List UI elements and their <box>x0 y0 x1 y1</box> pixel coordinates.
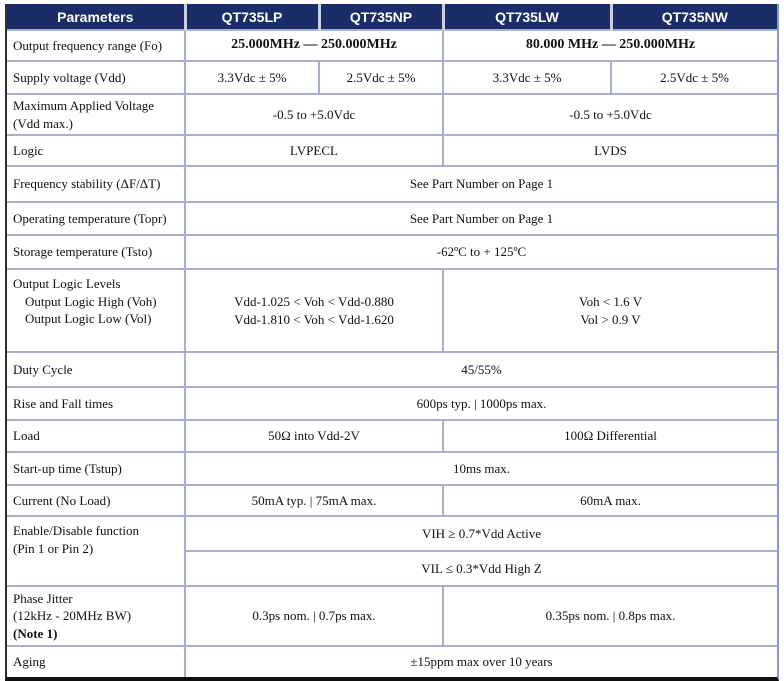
value-cell: LVPECL <box>185 135 443 166</box>
param-label: Output frequency range (Fo) <box>7 30 185 61</box>
value-line: Vol > 0.9 V <box>580 311 641 327</box>
param-label: Operating temperature (Topr) <box>7 202 185 235</box>
param-label <box>7 516 185 586</box>
param-label: Current (No Load) <box>7 485 185 516</box>
value-cell <box>443 269 777 352</box>
value-cell: -62ºC to + 125ºC <box>185 235 777 269</box>
param-label: Logic <box>7 135 185 166</box>
row-aging <box>7 646 777 677</box>
row-duty-cycle <box>7 352 777 387</box>
param-label-line: (Vdd max.) <box>13 115 73 131</box>
param-label: Duty Cycle <box>7 352 185 387</box>
value-cell: 600ps typ. | 1000ps max. <box>185 387 777 420</box>
value-cell: See Part Number on Page 1 <box>185 166 777 202</box>
row-phase-jitter <box>7 586 777 646</box>
param-label: Rise and Fall times <box>7 387 185 420</box>
row-output-frequency <box>7 30 777 61</box>
value-cell: See Part Number on Page 1 <box>185 202 777 235</box>
param-label: Storage temperature (Tsto) <box>7 235 185 269</box>
param-label-line: (Note 1) <box>13 625 58 641</box>
value-cell: ±15ppm max over 10 years <box>185 646 777 677</box>
header-row <box>7 4 777 30</box>
param-label-line: Maximum Applied Voltage <box>13 98 155 113</box>
value-cell: 3.3Vdc ± 5% <box>185 61 319 94</box>
row-current-no-load <box>7 485 777 516</box>
header-cell-qt735nw: QT735NW <box>611 4 777 30</box>
value-cell: 0.3ps nom. | 0.7ps max. <box>185 586 443 646</box>
value-cell: -0.5 to +5.0Vdc <box>185 94 443 135</box>
param-label-line: Phase Jitter <box>13 590 73 606</box>
row-max-applied-voltage <box>7 94 777 135</box>
row-rise-fall-times <box>7 387 777 420</box>
param-label-line: (Pin 1 or Pin 2) <box>13 540 94 556</box>
value-cell: 60mA max. <box>443 485 777 516</box>
specifications-table <box>5 4 779 681</box>
param-label-line: (12kHz - 20MHz BW) <box>13 608 132 624</box>
row-operating-temperature <box>7 202 777 235</box>
param-label <box>7 269 185 352</box>
value-cell: LVDS <box>443 135 777 166</box>
value-cell: -0.5 to +5.0Vdc <box>443 94 777 135</box>
value-cell: 10ms max. <box>185 452 777 485</box>
param-label: Start-up time (Tstup) <box>7 452 185 485</box>
value-cell: 3.3Vdc ± 5% <box>443 61 611 94</box>
param-label <box>7 586 185 646</box>
param-label-line: Output Logic Low (Vol) <box>25 311 152 327</box>
param-label <box>7 94 185 135</box>
header-cell-qt735np: QT735NP <box>319 4 443 30</box>
header-cell-qt735lp: QT735LP <box>185 4 319 30</box>
param-label: Supply voltage (Vdd) <box>7 61 185 94</box>
param-label-line: Output Logic High (Voh) <box>25 293 157 309</box>
param-label: Load <box>7 420 185 452</box>
row-startup-time <box>7 452 777 485</box>
header-cell-qt735lw: QT735LW <box>443 4 611 30</box>
param-label: Frequency stability (ΔF/ΔT) <box>7 166 185 202</box>
value-cell: VIL ≤ 0.3*Vdd High Z <box>185 551 777 586</box>
value-line: Vdd-1.810 < Voh < Vdd-1.620 <box>234 311 394 327</box>
value-cell: 2.5Vdc ± 5% <box>611 61 777 94</box>
spec-table <box>7 4 777 677</box>
header-cell-parameters: Parameters <box>7 4 185 30</box>
param-label-line: Enable/Disable function <box>13 523 139 539</box>
value-line: Vdd-1.025 < Voh < Vdd-0.880 <box>234 294 394 310</box>
value-cell: 50mA typ. | 75mA max. <box>185 485 443 516</box>
value-cell: 0.35ps nom. | 0.8ps max. <box>443 586 777 646</box>
param-label: Aging <box>7 646 185 677</box>
value-cell: 2.5Vdc ± 5% <box>319 61 443 94</box>
value-cell <box>185 269 443 352</box>
value-cell: VIH ≥ 0.7*Vdd Active <box>185 516 777 551</box>
row-output-logic-levels <box>7 269 777 352</box>
value-line: Voh < 1.6 V <box>578 294 643 310</box>
value-cell: 100Ω Differential <box>443 420 777 452</box>
row-storage-temperature <box>7 235 777 269</box>
row-load <box>7 420 777 452</box>
value-cell: 25.000MHz — 250.000MHz <box>185 30 443 61</box>
row-supply-voltage <box>7 61 777 94</box>
row-enable-disable <box>7 516 777 551</box>
param-label-line: Output Logic Levels <box>13 276 121 292</box>
row-frequency-stability <box>7 166 777 202</box>
row-logic <box>7 135 777 166</box>
value-cell: 45/55% <box>185 352 777 387</box>
value-cell: 80.000 MHz — 250.000MHz <box>443 30 777 61</box>
value-cell: 50Ω into Vdd-2V <box>185 420 443 452</box>
